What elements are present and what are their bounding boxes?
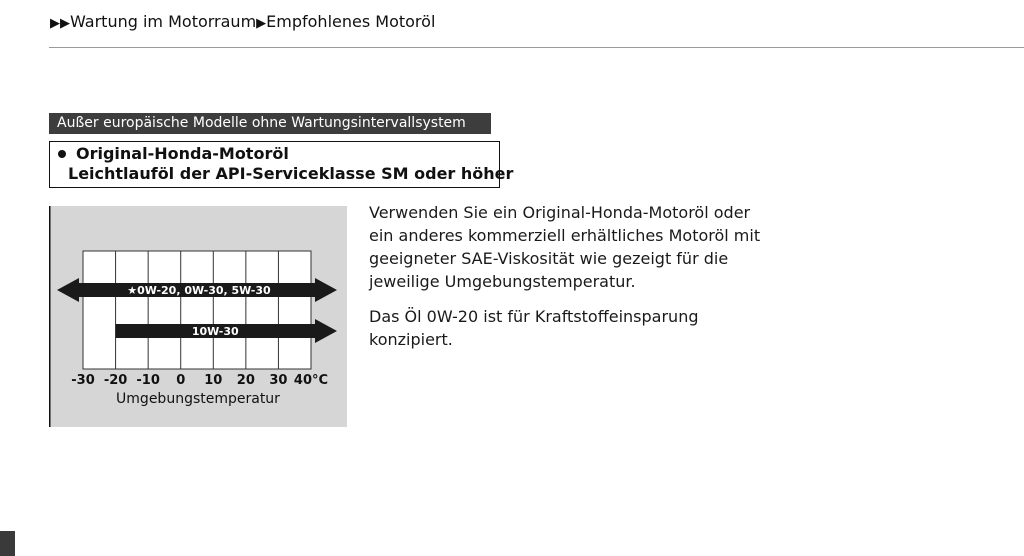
header-divider	[49, 47, 1024, 48]
breadcrumb-item-motoroel[interactable]: Empfohlenes Motoröl	[266, 12, 436, 31]
tick-label: 40°C	[293, 373, 329, 388]
tick-label: 10	[204, 373, 223, 388]
bullet-icon	[58, 150, 66, 158]
list-item	[56, 144, 499, 164]
oil-requirement-text: Leichtlauföl der API-Serviceklasse SM oder höher	[68, 164, 514, 183]
breadcrumb-item-motorraum[interactable]: Wartung im Motorraum	[70, 12, 257, 31]
description-paragraph: Das Öl 0W-20 ist für Kraftstoffeinsparung konzipiert.	[369, 307, 699, 349]
triangle-right-icon: ▶▶	[50, 16, 70, 31]
viscosity-temperature-chart	[49, 205, 347, 427]
series-label: 10W-30	[191, 325, 239, 338]
description-paragraph: Verwenden Sie ein Original-Honda-Motoröl oder ein anderes kommerziell erhältliches Motoröl mit geeigneter SAE-Viskosität wie gezeigt für die jeweilige Umgebungstemperatur.	[369, 203, 761, 291]
series-label: ★0W-20, 0W-30, 5W-30	[127, 284, 271, 297]
triangle-right-icon: ▶	[256, 16, 267, 31]
tick-label: -30	[71, 373, 95, 388]
tick-label: -20	[103, 373, 128, 388]
page-edge-tab	[0, 531, 15, 556]
x-axis-label: Umgebungstemperatur	[116, 391, 280, 407]
tick-label: -10	[136, 373, 160, 388]
section-label: Außer europäische Modelle ohne Wartungsintervallsystem	[49, 113, 491, 134]
breadcrumb	[50, 11, 435, 33]
list-item	[56, 164, 514, 184]
tick-label: 20	[236, 373, 255, 388]
chart-grid-area	[83, 251, 311, 369]
oil-requirement-text: Original-Honda-Motoröl	[76, 144, 289, 163]
description	[369, 201, 769, 363]
tick-label: 0	[176, 373, 186, 388]
tick-label: 30	[269, 373, 288, 388]
oil-requirements-box	[49, 141, 514, 188]
